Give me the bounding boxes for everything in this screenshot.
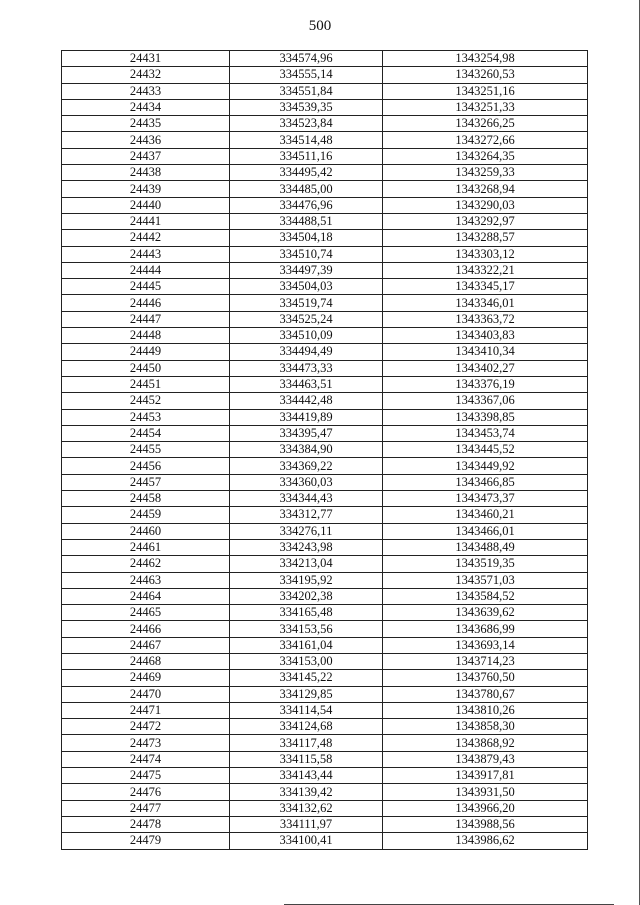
x-coordinate-cell: 334165,48 xyxy=(230,605,383,621)
table-row xyxy=(62,360,588,376)
table-row xyxy=(62,328,588,344)
point-number-cell: 24463 xyxy=(62,572,230,588)
table-row xyxy=(62,393,588,409)
x-coordinate-cell: 334111,97 xyxy=(230,816,383,832)
y-coordinate-cell: 1343260,53 xyxy=(383,67,588,83)
table-row xyxy=(62,376,588,392)
point-number-cell: 24449 xyxy=(62,344,230,360)
table-row xyxy=(62,116,588,132)
x-coordinate-cell: 334519,74 xyxy=(230,295,383,311)
x-coordinate-cell: 334510,74 xyxy=(230,246,383,262)
point-number-cell: 24465 xyxy=(62,605,230,621)
x-coordinate-cell: 334485,00 xyxy=(230,181,383,197)
table-body xyxy=(62,51,588,850)
y-coordinate-cell: 1343272,66 xyxy=(383,132,588,148)
point-number-cell: 24467 xyxy=(62,637,230,653)
table-row xyxy=(62,751,588,767)
y-coordinate-cell: 1343259,33 xyxy=(383,165,588,181)
point-number-cell: 24458 xyxy=(62,491,230,507)
y-coordinate-cell: 1343966,20 xyxy=(383,800,588,816)
point-number-cell: 24470 xyxy=(62,686,230,702)
table-row xyxy=(62,67,588,83)
page-number: 500 xyxy=(308,18,332,34)
point-number-cell: 24475 xyxy=(62,768,230,784)
table-row xyxy=(62,311,588,327)
x-coordinate-cell: 334523,84 xyxy=(230,116,383,132)
table-row xyxy=(62,605,588,621)
table-row xyxy=(62,83,588,99)
point-number-cell: 24452 xyxy=(62,393,230,409)
x-coordinate-cell: 334525,24 xyxy=(230,311,383,327)
y-coordinate-cell: 1343780,67 xyxy=(383,686,588,702)
table-row xyxy=(62,474,588,490)
x-coordinate-cell: 334213,04 xyxy=(230,556,383,572)
y-coordinate-cell: 1343693,14 xyxy=(383,637,588,653)
y-coordinate-cell: 1343460,21 xyxy=(383,507,588,523)
y-coordinate-cell: 1343714,23 xyxy=(383,653,588,669)
point-number-cell: 24471 xyxy=(62,702,230,718)
table-row xyxy=(62,148,588,164)
y-coordinate-cell: 1343571,03 xyxy=(383,572,588,588)
x-coordinate-cell: 334145,22 xyxy=(230,670,383,686)
table-row xyxy=(62,637,588,653)
table-row xyxy=(62,425,588,441)
point-number-cell: 24474 xyxy=(62,751,230,767)
table-row xyxy=(62,556,588,572)
x-coordinate-cell: 334344,43 xyxy=(230,491,383,507)
y-coordinate-cell: 1343254,98 xyxy=(383,51,588,67)
table-row xyxy=(62,784,588,800)
x-coordinate-cell: 334510,09 xyxy=(230,328,383,344)
point-number-cell: 24451 xyxy=(62,376,230,392)
y-coordinate-cell: 1343346,01 xyxy=(383,295,588,311)
table-row xyxy=(62,99,588,115)
y-coordinate-cell: 1343398,85 xyxy=(383,409,588,425)
table-row xyxy=(62,491,588,507)
x-coordinate-cell: 334495,42 xyxy=(230,165,383,181)
table-row xyxy=(62,768,588,784)
coordinates-table xyxy=(61,50,588,850)
y-coordinate-cell: 1343402,27 xyxy=(383,360,588,376)
y-coordinate-cell: 1343639,62 xyxy=(383,605,588,621)
table-row xyxy=(62,51,588,67)
x-coordinate-cell: 334511,16 xyxy=(230,148,383,164)
y-coordinate-cell: 1343453,74 xyxy=(383,425,588,441)
y-coordinate-cell: 1343466,85 xyxy=(383,474,588,490)
point-number-cell: 24455 xyxy=(62,442,230,458)
point-number-cell: 24453 xyxy=(62,409,230,425)
x-coordinate-cell: 334514,48 xyxy=(230,132,383,148)
x-coordinate-cell: 334488,51 xyxy=(230,213,383,229)
table-row xyxy=(62,262,588,278)
point-number-cell: 24456 xyxy=(62,458,230,474)
x-coordinate-cell: 334161,04 xyxy=(230,637,383,653)
x-coordinate-cell: 334369,22 xyxy=(230,458,383,474)
y-coordinate-cell: 1343931,50 xyxy=(383,784,588,800)
x-coordinate-cell: 334551,84 xyxy=(230,83,383,99)
point-number-cell: 24476 xyxy=(62,784,230,800)
y-coordinate-cell: 1343988,56 xyxy=(383,816,588,832)
table-row xyxy=(62,230,588,246)
y-coordinate-cell: 1343868,92 xyxy=(383,735,588,751)
table-row xyxy=(62,539,588,555)
y-coordinate-cell: 1343986,62 xyxy=(383,833,588,849)
y-coordinate-cell: 1343449,92 xyxy=(383,458,588,474)
x-coordinate-cell: 334463,51 xyxy=(230,376,383,392)
point-number-cell: 24479 xyxy=(62,833,230,849)
x-coordinate-cell: 334132,62 xyxy=(230,800,383,816)
x-coordinate-cell: 334100,41 xyxy=(230,833,383,849)
table-row xyxy=(62,735,588,751)
point-number-cell: 24444 xyxy=(62,262,230,278)
point-number-cell: 24433 xyxy=(62,83,230,99)
table-row xyxy=(62,523,588,539)
x-coordinate-cell: 334124,68 xyxy=(230,719,383,735)
point-number-cell: 24442 xyxy=(62,230,230,246)
x-coordinate-cell: 334574,96 xyxy=(230,51,383,67)
x-coordinate-cell: 334276,11 xyxy=(230,523,383,539)
point-number-cell: 24434 xyxy=(62,99,230,115)
table-row xyxy=(62,670,588,686)
x-coordinate-cell: 334442,48 xyxy=(230,393,383,409)
table-row xyxy=(62,197,588,213)
y-coordinate-cell: 1343760,50 xyxy=(383,670,588,686)
point-number-cell: 24432 xyxy=(62,67,230,83)
point-number-cell: 24435 xyxy=(62,116,230,132)
table-row xyxy=(62,833,588,849)
table-row xyxy=(62,295,588,311)
x-coordinate-cell: 334153,56 xyxy=(230,621,383,637)
x-coordinate-cell: 334312,77 xyxy=(230,507,383,523)
table-row xyxy=(62,800,588,816)
point-number-cell: 24441 xyxy=(62,213,230,229)
x-coordinate-cell: 334419,89 xyxy=(230,409,383,425)
table-row xyxy=(62,686,588,702)
table-row xyxy=(62,458,588,474)
point-number-cell: 24468 xyxy=(62,653,230,669)
y-coordinate-cell: 1343288,57 xyxy=(383,230,588,246)
y-coordinate-cell: 1343466,01 xyxy=(383,523,588,539)
point-number-cell: 24445 xyxy=(62,279,230,295)
x-coordinate-cell: 334384,90 xyxy=(230,442,383,458)
point-number-cell: 24443 xyxy=(62,246,230,262)
y-coordinate-cell: 1343686,99 xyxy=(383,621,588,637)
x-coordinate-cell: 334139,42 xyxy=(230,784,383,800)
point-number-cell: 24454 xyxy=(62,425,230,441)
y-coordinate-cell: 1343403,83 xyxy=(383,328,588,344)
table-row xyxy=(62,246,588,262)
table-row xyxy=(62,279,588,295)
x-coordinate-cell: 334473,33 xyxy=(230,360,383,376)
y-coordinate-cell: 1343473,37 xyxy=(383,491,588,507)
x-coordinate-cell: 334555,14 xyxy=(230,67,383,83)
y-coordinate-cell: 1343858,30 xyxy=(383,719,588,735)
table-row xyxy=(62,588,588,604)
table-row xyxy=(62,816,588,832)
table-row xyxy=(62,507,588,523)
table-row xyxy=(62,165,588,181)
point-number-cell: 24439 xyxy=(62,181,230,197)
x-coordinate-cell: 334117,48 xyxy=(230,735,383,751)
x-coordinate-cell: 334243,98 xyxy=(230,539,383,555)
point-number-cell: 24438 xyxy=(62,165,230,181)
x-coordinate-cell: 334115,58 xyxy=(230,751,383,767)
table-row xyxy=(62,132,588,148)
table-row xyxy=(62,572,588,588)
y-coordinate-cell: 1343268,94 xyxy=(383,181,588,197)
point-number-cell: 24464 xyxy=(62,588,230,604)
table-row xyxy=(62,213,588,229)
y-coordinate-cell: 1343879,43 xyxy=(383,751,588,767)
x-coordinate-cell: 334360,03 xyxy=(230,474,383,490)
y-coordinate-cell: 1343290,03 xyxy=(383,197,588,213)
table-row xyxy=(62,719,588,735)
y-coordinate-cell: 1343292,97 xyxy=(383,213,588,229)
x-coordinate-cell: 334395,47 xyxy=(230,425,383,441)
x-coordinate-cell: 334476,96 xyxy=(230,197,383,213)
table-row xyxy=(62,442,588,458)
point-number-cell: 24461 xyxy=(62,539,230,555)
point-number-cell: 24477 xyxy=(62,800,230,816)
y-coordinate-cell: 1343810,26 xyxy=(383,702,588,718)
y-coordinate-cell: 1343322,21 xyxy=(383,262,588,278)
point-number-cell: 24459 xyxy=(62,507,230,523)
table-row xyxy=(62,409,588,425)
y-coordinate-cell: 1343917,81 xyxy=(383,768,588,784)
x-coordinate-cell: 334539,35 xyxy=(230,99,383,115)
point-number-cell: 24472 xyxy=(62,719,230,735)
y-coordinate-cell: 1343251,16 xyxy=(383,83,588,99)
x-coordinate-cell: 334202,38 xyxy=(230,588,383,604)
x-coordinate-cell: 334129,85 xyxy=(230,686,383,702)
x-coordinate-cell: 334504,18 xyxy=(230,230,383,246)
point-number-cell: 24431 xyxy=(62,51,230,67)
x-coordinate-cell: 334494,49 xyxy=(230,344,383,360)
y-coordinate-cell: 1343264,35 xyxy=(383,148,588,164)
y-coordinate-cell: 1343303,12 xyxy=(383,246,588,262)
point-number-cell: 24462 xyxy=(62,556,230,572)
y-coordinate-cell: 1343445,52 xyxy=(383,442,588,458)
y-coordinate-cell: 1343363,72 xyxy=(383,311,588,327)
point-number-cell: 24447 xyxy=(62,311,230,327)
y-coordinate-cell: 1343251,33 xyxy=(383,99,588,115)
table-row xyxy=(62,344,588,360)
point-number-cell: 24450 xyxy=(62,360,230,376)
y-coordinate-cell: 1343519,35 xyxy=(383,556,588,572)
table-row xyxy=(62,653,588,669)
table-row xyxy=(62,621,588,637)
point-number-cell: 24478 xyxy=(62,816,230,832)
point-number-cell: 24469 xyxy=(62,670,230,686)
y-coordinate-cell: 1343488,49 xyxy=(383,539,588,555)
x-coordinate-cell: 334504,03 xyxy=(230,279,383,295)
point-number-cell: 24457 xyxy=(62,474,230,490)
point-number-cell: 24448 xyxy=(62,328,230,344)
y-coordinate-cell: 1343266,25 xyxy=(383,116,588,132)
point-number-cell: 24440 xyxy=(62,197,230,213)
y-coordinate-cell: 1343410,34 xyxy=(383,344,588,360)
y-coordinate-cell: 1343367,06 xyxy=(383,393,588,409)
x-coordinate-cell: 334497,39 xyxy=(230,262,383,278)
x-coordinate-cell: 334195,92 xyxy=(230,572,383,588)
x-coordinate-cell: 334153,00 xyxy=(230,653,383,669)
point-number-cell: 24466 xyxy=(62,621,230,637)
table-row xyxy=(62,181,588,197)
point-number-cell: 24473 xyxy=(62,735,230,751)
y-coordinate-cell: 1343376,19 xyxy=(383,376,588,392)
point-number-cell: 24460 xyxy=(62,523,230,539)
point-number-cell: 24437 xyxy=(62,148,230,164)
table-row xyxy=(62,702,588,718)
y-coordinate-cell: 1343584,52 xyxy=(383,588,588,604)
x-coordinate-cell: 334114,54 xyxy=(230,702,383,718)
x-coordinate-cell: 334143,44 xyxy=(230,768,383,784)
point-number-cell: 24446 xyxy=(62,295,230,311)
y-coordinate-cell: 1343345,17 xyxy=(383,279,588,295)
point-number-cell: 24436 xyxy=(62,132,230,148)
